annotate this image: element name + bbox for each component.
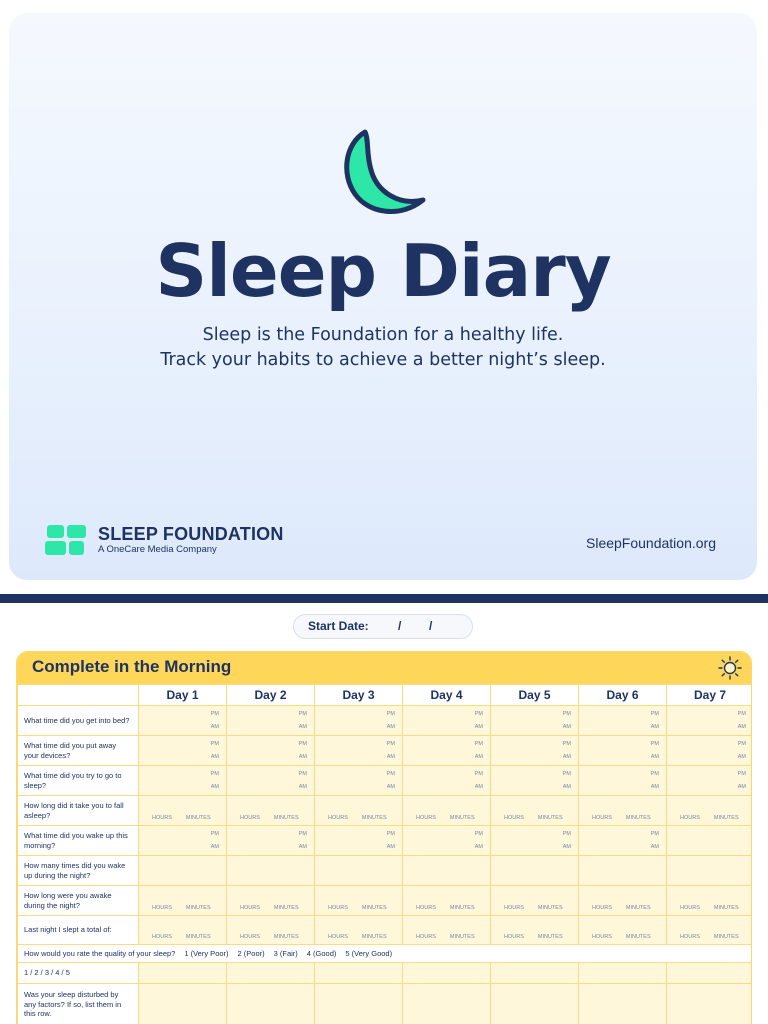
am-label: AM [562,724,571,730]
entry-cell[interactable] [403,736,491,766]
pm-label: PM [386,741,395,747]
entry-cell[interactable] [227,796,315,826]
question-label: Last night I slept a total of: [18,916,139,945]
duration-labels [592,934,660,940]
hours-label: HOURS [504,815,524,821]
hours-label: HOURS [152,934,172,940]
am-label: AM [386,724,395,730]
minutes-label: MINUTES [273,905,299,911]
hours-label: HOURS [592,815,612,821]
pm-label: PM [210,831,219,837]
entry-cell[interactable] [227,736,315,766]
am-label: AM [650,754,659,760]
am-label: AM [650,724,659,730]
section-divider [0,594,768,603]
am-label: AM [298,754,307,760]
entry-cell[interactable] [403,856,491,886]
entry-cell[interactable] [579,766,667,796]
duration-labels [416,815,484,821]
cover-panel [9,13,757,580]
entry-cell[interactable] [491,826,579,856]
minutes-label: MINUTES [185,905,211,911]
entry-cell[interactable] [315,826,403,856]
pm-label: PM [474,711,483,717]
am-label: AM [650,784,659,790]
website-link[interactable]: SleepFoundation.org [586,535,716,551]
table-row [18,736,753,766]
table-row [18,916,753,945]
entry-cell[interactable] [139,826,227,856]
duration-labels [328,815,396,821]
entry-cell[interactable] [491,963,579,984]
am-label: AM [562,784,571,790]
quality-prompt-row [18,945,753,963]
pm-label: PM [298,741,307,747]
entry-cell[interactable] [491,856,579,886]
hours-label: HOURS [504,905,524,911]
hours-label: HOURS [328,934,348,940]
entry-cell[interactable] [315,856,403,886]
am-label: AM [474,844,483,850]
table-row [18,856,753,886]
entry-cell[interactable] [579,856,667,886]
entry-cell[interactable] [227,886,315,916]
entry-cell[interactable] [227,984,315,1024]
am-label: AM [737,784,746,790]
entry-cell[interactable] [491,706,579,736]
minutes-label: MINUTES [185,934,211,940]
entry-cell[interactable] [315,963,403,984]
pm-label: PM [474,741,483,747]
day-header: Day 3 [315,685,403,706]
quality-option: 3 (Fair) [273,949,298,958]
pm-label: PM [474,831,483,837]
quality-option: 2 (Poor) [237,949,265,958]
quality-prompt [18,945,753,963]
day-header: Day 6 [579,685,667,706]
duration-labels [240,905,308,911]
corner-cell [18,685,139,706]
pm-label: PM [298,771,307,777]
hours-label: HOURS [240,815,260,821]
hours-label: HOURS [416,934,436,940]
duration-labels [504,905,572,911]
hours-label: HOURS [328,905,348,911]
pm-label: PM [298,831,307,837]
pm-label: PM [562,831,571,837]
entry-cell[interactable] [403,796,491,826]
morning-sheet [16,651,752,1024]
duration-labels [328,934,396,940]
minutes-label: MINUTES [625,815,651,821]
day-header: Day 7 [667,685,753,706]
duration-labels [592,905,660,911]
duration-labels [152,905,220,911]
hours-label: HOURS [416,905,436,911]
hours-label: HOURS [152,905,172,911]
entry-cell[interactable] [315,886,403,916]
duration-labels [680,934,747,940]
pm-label: PM [737,771,746,777]
pm-label: PM [386,711,395,717]
duration-labels [152,934,220,940]
entry-cell[interactable] [139,796,227,826]
date-separator: / [398,619,402,633]
entry-cell[interactable] [315,766,403,796]
minutes-label: MINUTES [537,934,563,940]
minutes-label: MINUTES [273,934,299,940]
sun-icon [718,656,742,680]
am-label: AM [737,724,746,730]
entry-cell[interactable] [579,963,667,984]
pm-label: PM [210,771,219,777]
day-header: Day 5 [491,685,579,706]
entry-cell[interactable] [403,706,491,736]
entry-cell[interactable] [315,796,403,826]
duration-labels [416,905,484,911]
am-label: AM [210,724,219,730]
entry-cell[interactable] [139,766,227,796]
entry-cell[interactable] [139,886,227,916]
hours-label: HOURS [592,905,612,911]
minutes-label: MINUTES [625,905,651,911]
entry-cell[interactable] [139,916,227,945]
entry-cell[interactable] [139,706,227,736]
subtitle-line-1: Sleep is the Foundation for a healthy life. [202,325,564,345]
entry-cell[interactable] [315,916,403,945]
entry-cell[interactable] [579,984,667,1024]
minutes-label: MINUTES [449,934,475,940]
entry-cell[interactable] [227,916,315,945]
brand-tagline: A OneCare Media Company [98,544,217,555]
entry-cell[interactable] [667,963,753,984]
pm-label: PM [650,831,659,837]
entry-cell[interactable] [403,916,491,945]
duration-labels [240,815,308,821]
brand-name: SLEEP FOUNDATION [98,524,284,544]
pm-label: PM [562,741,571,747]
entry-cell[interactable] [403,766,491,796]
entry-cell[interactable] [491,984,579,1024]
duration-labels [328,905,396,911]
quality-option: 4 (Good) [306,949,337,958]
pm-label: PM [737,741,746,747]
hours-label: HOURS [680,934,700,940]
entry-cell[interactable] [579,706,667,736]
table-row [18,826,753,856]
pm-label: PM [650,741,659,747]
duration-labels [680,905,747,911]
question-label: How long did it take you to fall asleep? [18,796,139,826]
entry-cell[interactable] [139,736,227,766]
minutes-label: MINUTES [185,815,211,821]
entry-cell[interactable] [579,886,667,916]
entry-cell[interactable] [403,826,491,856]
sleep-foundation-logo-icon [45,525,88,555]
am-label: AM [210,844,219,850]
entry-cell[interactable] [491,886,579,916]
duration-labels [504,934,572,940]
quality-option: 5 (Very Good) [345,949,393,958]
am-label: AM [298,784,307,790]
entry-cell[interactable] [579,826,667,856]
entry-cell[interactable] [315,984,403,1024]
question-label: What time did you put away your devices? [18,736,139,766]
entry-cell[interactable] [491,916,579,945]
entry-cell[interactable] [579,796,667,826]
duration-labels [592,815,660,821]
duration-labels [680,815,747,821]
minutes-label: MINUTES [537,815,563,821]
minutes-label: MINUTES [361,905,387,911]
entry-cell[interactable] [403,963,491,984]
start-date-label: Start Date: [308,619,369,633]
am-label: AM [210,754,219,760]
am-label: AM [386,784,395,790]
minutes-label: MINUTES [625,934,651,940]
duration-labels [504,815,572,821]
entry-cell[interactable] [667,826,753,856]
minutes-label: MINUTES [449,905,475,911]
pm-label: PM [474,771,483,777]
entry-cell[interactable] [403,886,491,916]
minutes-label: MINUTES [449,815,475,821]
entry-cell[interactable] [139,856,227,886]
minutes-label: MINUTES [361,815,387,821]
entry-cell[interactable] [227,963,315,984]
entry-cell[interactable] [579,736,667,766]
disturbance-row [18,984,753,1024]
entry-cell[interactable] [667,916,753,945]
question-label: Was your sleep disturbed by any factors? If so, list them in this row. [18,984,139,1024]
question-label: What time did you wake up this morning? [18,826,139,856]
hours-label: HOURS [680,815,700,821]
day-header-row [18,685,753,706]
entry-cell[interactable] [667,796,753,826]
entry-cell[interactable] [667,856,753,886]
hours-label: HOURS [152,815,172,821]
day-header: Day 4 [403,685,491,706]
entry-cell[interactable] [667,886,753,916]
am-label: AM [386,754,395,760]
duration-labels [416,934,484,940]
entry-cell[interactable] [315,736,403,766]
question-label: How long were you awake during the night? [18,886,139,916]
hours-label: HOURS [328,815,348,821]
minutes-label: MINUTES [713,815,739,821]
am-label: AM [474,724,483,730]
entry-cell[interactable] [667,984,753,1024]
entry-cell[interactable] [139,984,227,1024]
entry-cell[interactable] [491,736,579,766]
sheet-header [17,652,752,684]
pm-label: PM [562,711,571,717]
question-label: What time did you get into bed? [18,706,139,736]
sheet-title: Complete in the Morning [32,657,232,676]
pm-label: PM [562,771,571,777]
minutes-label: MINUTES [713,934,739,940]
hours-label: HOURS [592,934,612,940]
am-label: AM [650,844,659,850]
am-label: AM [737,754,746,760]
pm-label: PM [210,741,219,747]
pm-label: PM [737,711,746,717]
subtitle-line-2: Track your habits to achieve a better night’s sleep. [160,350,606,370]
hours-label: HOURS [680,905,700,911]
minutes-label: MINUTES [713,905,739,911]
pm-label: PM [650,771,659,777]
entry-cell[interactable] [227,826,315,856]
am-label: AM [562,754,571,760]
minutes-label: MINUTES [361,934,387,940]
minutes-label: MINUTES [537,905,563,911]
question-label: What time did you try to go to sleep? [18,766,139,796]
am-label: AM [386,844,395,850]
entry-cell[interactable] [403,984,491,1024]
question-label: How many times did you wake up during the night? [18,856,139,886]
hours-label: HOURS [240,934,260,940]
crescent-moon-icon [343,126,427,218]
table-row [18,886,753,916]
am-label: AM [298,724,307,730]
date-separator: / [429,619,433,633]
am-label: AM [474,754,483,760]
minutes-label: MINUTES [273,815,299,821]
entry-cell[interactable] [579,916,667,945]
am-label: AM [298,844,307,850]
entry-cell[interactable] [139,963,227,984]
entry-cell[interactable] [667,736,753,766]
pm-label: PM [298,711,307,717]
quality-scale-row [18,963,753,984]
page-title: Sleep Diary [155,229,611,313]
pm-label: PM [386,771,395,777]
quality-option: 1 (Very Poor) [184,949,229,958]
am-label: AM [474,784,483,790]
table-row [18,796,753,826]
entry-cell[interactable] [491,766,579,796]
entry-cell[interactable] [315,706,403,736]
hours-label: HOURS [240,905,260,911]
entry-cell[interactable] [227,706,315,736]
entry-cell[interactable] [667,766,753,796]
table-row [18,766,753,796]
am-label: AM [210,784,219,790]
day-header: Day 2 [227,685,315,706]
start-date-field[interactable] [293,614,473,639]
entry-cell[interactable] [227,856,315,886]
entry-cell[interactable] [667,706,753,736]
am-label: AM [562,844,571,850]
brand-logo-block [45,524,284,556]
quality-question: How would you rate the quality of your sleep? [24,949,176,958]
duration-labels [240,934,308,940]
hours-label: HOURS [504,934,524,940]
subtitle [9,323,757,373]
pm-label: PM [210,711,219,717]
duration-labels [152,815,220,821]
table-row [18,706,753,736]
entry-cell[interactable] [227,766,315,796]
entry-cell[interactable] [491,796,579,826]
pm-label: PM [650,711,659,717]
diary-table [17,684,752,1024]
day-header: Day 1 [139,685,227,706]
pm-label: PM [386,831,395,837]
hours-label: HOURS [416,815,436,821]
quality-scale: 1 / 2 / 3 / 4 / 5 [18,963,139,984]
